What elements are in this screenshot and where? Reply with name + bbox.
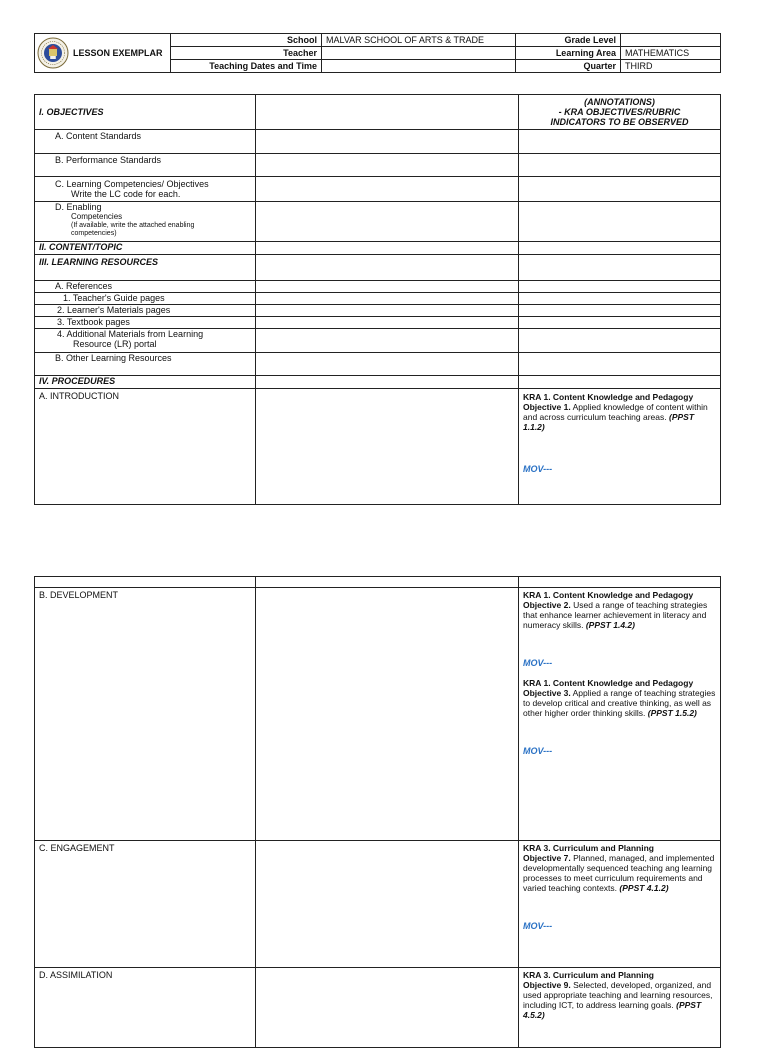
- objective9-label: Objective 9.: [523, 980, 571, 990]
- kra3-title-assimilation: KRA 3. Curriculum and Planning: [523, 970, 654, 980]
- school-label: School: [171, 34, 322, 47]
- learners-materials-annotation: [519, 305, 721, 317]
- textbook-label: 3. Textbook pages: [35, 317, 256, 329]
- grade-level-value: [621, 34, 721, 47]
- kra1-title-dev-a: KRA 1. Content Knowledge and Pedagogy: [523, 590, 694, 600]
- objective1-ref: (PPST 1.1.2): [523, 412, 695, 432]
- header-blank-3: [519, 577, 721, 588]
- quarter-value: THIRD: [621, 60, 721, 73]
- deped-seal-icon: [37, 37, 69, 69]
- objective2-ref: (PPST 1.4.2): [585, 620, 635, 630]
- introduction-annotation: [519, 389, 721, 505]
- procedures-cell: [256, 376, 519, 389]
- school-value: MALVAR SCHOOL OF ARTS & TRADE: [322, 34, 516, 47]
- additional-materials-line-1: 4. Additional Materials from Learning: [57, 329, 204, 339]
- enabling-competencies-cell: [256, 202, 519, 242]
- teacher-label: Teacher: [171, 47, 322, 60]
- mov-development-a: MOV---: [523, 658, 553, 668]
- other-resources-label: B. Other Learning Resources: [35, 353, 256, 376]
- enabling-competencies-label: [35, 202, 256, 242]
- textbook-annotation: [519, 317, 721, 329]
- references-annotation: [519, 281, 721, 293]
- procedures-heading: IV. PROCEDURES: [35, 376, 256, 389]
- objective2-text: Used a range of teaching strategies that enhance learner achievement in literacy and numeracy skills.: [523, 600, 708, 630]
- header-table: [34, 33, 721, 73]
- additional-materials-label: [35, 329, 256, 353]
- mov-engagement: MOV---: [523, 921, 553, 931]
- assimilation-annotation: [519, 968, 721, 1048]
- annotations-line-1: (ANNOTATIONS): [584, 97, 655, 107]
- textbook-cell: [256, 317, 519, 329]
- teaching-dates-label: Teaching Dates and Time: [171, 60, 322, 73]
- exemplar-title: LESSON EXEMPLAR: [73, 47, 163, 58]
- introduction-cell: [256, 389, 519, 505]
- other-resources-cell: [256, 353, 519, 376]
- objectives-heading: I. OBJECTIVES: [35, 95, 256, 130]
- objective3-label: Objective 3.: [523, 688, 571, 698]
- learning-competencies-label: [35, 177, 256, 202]
- objective2-label: Objective 2.: [523, 600, 571, 610]
- engagement-cell: [256, 841, 519, 968]
- logo-cell: [35, 34, 171, 73]
- learning-resources-heading: III. LEARNING RESOURCES: [35, 255, 256, 281]
- learning-competencies-annotation: [519, 177, 721, 202]
- teachers-guide-annotation: [519, 293, 721, 305]
- kra1-title: KRA 1. Content Knowledge and Pedagogy: [523, 392, 694, 402]
- enabling-line-2: Competencies: [71, 212, 123, 221]
- content-standards-annotation: [519, 130, 721, 154]
- engagement-label: C. ENGAGEMENT: [35, 841, 256, 968]
- learners-materials-label: 2. Learner's Materials pages: [35, 305, 256, 317]
- grade-level-label: Grade Level: [516, 34, 621, 47]
- kra3-title-engagement: KRA 3. Curriculum and Planning: [523, 843, 654, 853]
- assimilation-cell: [256, 968, 519, 1048]
- header-blank-1: [35, 577, 256, 588]
- lesson-table-page2: [34, 576, 721, 1048]
- learning-competencies-line-2: Write the LC code for each.: [71, 189, 181, 199]
- mov-introduction: MOV---: [523, 464, 553, 474]
- development-cell: [256, 588, 519, 841]
- engagement-annotation: [519, 841, 721, 968]
- annotations-line-2: - KRA OBJECTIVES/RUBRIC: [558, 107, 681, 117]
- enabling-line-1: D. Enabling: [55, 202, 102, 212]
- procedures-annotation: [519, 376, 721, 389]
- learning-area-label: Learning Area: [516, 47, 621, 60]
- learning-area-value: MATHEMATICS: [621, 47, 721, 60]
- objective7-ref: (PPST 4.1.2): [619, 883, 669, 893]
- additional-materials-annotation: [519, 329, 721, 353]
- content-topic-heading: II. CONTENT/TOPIC: [35, 242, 256, 255]
- performance-standards-label: B. Performance Standards: [35, 154, 256, 177]
- additional-materials-cell: [256, 329, 519, 353]
- content-topic-annotation: [519, 242, 721, 255]
- development-annotation: [519, 588, 721, 841]
- assimilation-label: D. ASSIMILATION: [35, 968, 256, 1048]
- objectives-content-cell: [256, 95, 519, 130]
- performance-standards-cell: [256, 154, 519, 177]
- objective7-label: Objective 7.: [523, 853, 571, 863]
- objective3-text: Applied a range of teaching strategies to develop critical and creative thinking, as well as other higher order thinking skills.: [523, 688, 716, 718]
- quarter-label: Quarter: [516, 60, 621, 73]
- teachers-guide-cell: [256, 293, 519, 305]
- enabling-note: (If available, write the attached enabling competencies): [71, 222, 195, 237]
- objective1-label: Objective 1.: [523, 402, 571, 412]
- objective9-text: Selected, developed, organized, and used appropriate teaching and learning resources, including ICT, to address learning goals.: [523, 980, 713, 1010]
- learners-materials-cell: [256, 305, 519, 317]
- learning-resources-annotation: [519, 255, 721, 281]
- objective7-text: Planned, managed, and implemented developmentally sequenced teaching ang learning processes to meet curriculum requirements and varied teaching contexts.: [523, 853, 715, 893]
- other-resources-annotation: [519, 353, 721, 376]
- teachers-guide-label: 1. Teacher's Guide pages: [35, 293, 256, 305]
- content-topic-cell: [256, 242, 519, 255]
- teaching-dates-value: [322, 60, 516, 73]
- annotations-line-3: INDICATORS TO BE OBSERVED: [550, 117, 689, 127]
- objective3-ref: (PPST 1.5.2): [647, 708, 697, 718]
- references-label: A. References: [35, 281, 256, 293]
- development-label: B. DEVELOPMENT: [35, 588, 256, 841]
- kra1-title-dev-b: KRA 1. Content Knowledge and Pedagogy: [523, 678, 694, 688]
- content-standards-cell: [256, 130, 519, 154]
- teacher-value: [322, 47, 516, 60]
- additional-materials-line-2: Resource (LR) portal: [73, 339, 157, 349]
- learning-resources-cell: [256, 255, 519, 281]
- objective9-ref: (PPST 4.5.2): [523, 1000, 702, 1020]
- content-standards-label: A. Content Standards: [35, 130, 256, 154]
- lesson-table-page1: [34, 94, 721, 505]
- references-cell: [256, 281, 519, 293]
- mov-development-b: MOV---: [523, 746, 553, 756]
- annotations-heading: [519, 95, 721, 130]
- learning-competencies-cell: [256, 177, 519, 202]
- enabling-competencies-annotation: [519, 202, 721, 242]
- objective1-text: Applied knowledge of content within and across curriculum teaching areas.: [523, 402, 708, 422]
- header-blank-2: [256, 577, 519, 588]
- performance-standards-annotation: [519, 154, 721, 177]
- introduction-label: A. INTRODUCTION: [35, 389, 256, 505]
- learning-competencies-line-1: C. Learning Competencies/ Objectives: [55, 179, 209, 189]
